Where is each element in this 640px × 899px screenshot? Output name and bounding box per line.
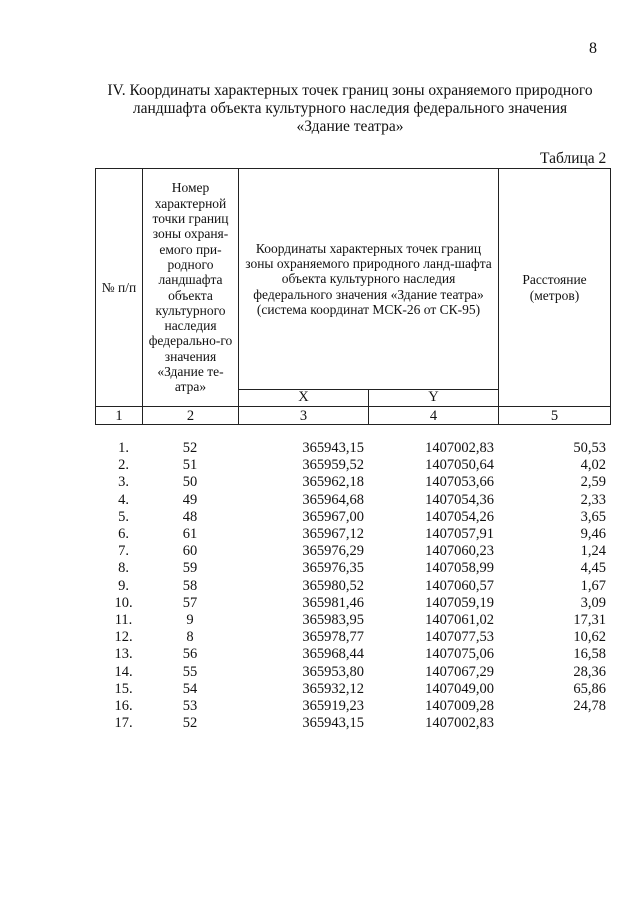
distance-cell: 17,31: [573, 612, 606, 629]
table-row: [95, 698, 610, 715]
table-row: [95, 543, 610, 560]
table-row: [95, 526, 610, 543]
table-label: Таблица 2: [540, 150, 607, 167]
distance-cell: 2,33: [580, 491, 606, 508]
header-coordinates: Координаты характерных точек границ зоны охраняемого природного ланд-шафта объекта культурного наследия федерального значения «Здание театра» (система координат МСК-26 от СК-95): [239, 169, 499, 390]
y-coordinate-cell: 1407049,00: [425, 680, 494, 697]
row-number-cell: 13.: [114, 646, 133, 663]
header-point-number: Номер характерной точки границ зоны охраня-емого при-родного ландшафта объекта культурного наследия федерально-го значения «Здание те-атра»: [143, 169, 239, 407]
y-coordinate-cell: 1407057,91: [425, 526, 494, 543]
y-coordinate-cell: 1407077,53: [425, 629, 494, 646]
distance-cell: 10,62: [573, 629, 606, 646]
row-number-cell: 1.: [118, 440, 129, 456]
table-row: [95, 578, 610, 595]
table-row: [95, 595, 610, 612]
distance-cell: 65,86: [573, 680, 606, 697]
x-coordinate-cell: 365943,15: [302, 715, 364, 732]
row-number-cell: 3.: [118, 474, 129, 491]
table-row: [95, 681, 610, 698]
row-number-cell: 6.: [118, 526, 129, 543]
point-number-cell: 51: [182, 457, 198, 474]
x-coordinate-cell: 365932,12: [302, 680, 364, 697]
row-number-cell: 11.: [114, 612, 133, 629]
distance-cell: 16,58: [573, 646, 606, 663]
y-coordinate-cell: 1407061,02: [425, 612, 494, 629]
column-number-4: 4: [369, 407, 499, 425]
y-coordinate-cell: 1407067,29: [425, 663, 494, 680]
table-row: [95, 715, 610, 732]
y-coordinate-cell: 1407060,23: [425, 543, 494, 560]
row-number-cell: 5.: [118, 508, 129, 525]
row-number-cell: 7.: [118, 543, 129, 560]
x-coordinate-cell: 365953,80: [302, 663, 364, 680]
distance-cell: 4,02: [580, 457, 606, 474]
x-coordinate-cell: 365959,52: [302, 457, 364, 474]
column-number-3: 3: [239, 407, 369, 425]
distance-cell: 9,46: [580, 526, 606, 543]
x-coordinate-cell: 365976,35: [302, 560, 364, 577]
row-number-cell: 15.: [114, 680, 133, 697]
point-number-cell: 59: [182, 560, 198, 577]
column-number-2: 2: [143, 407, 239, 425]
table-row: [95, 612, 610, 629]
table-row: [95, 457, 610, 474]
y-coordinate-cell: 1407002,83: [425, 715, 494, 732]
x-coordinate-cell: 365962,18: [302, 474, 364, 491]
distance-cell: 2,59: [580, 474, 606, 491]
coordinates-table-body: [95, 440, 610, 732]
distance-cell: 24,78: [573, 698, 606, 715]
row-number-cell: 14.: [114, 663, 133, 680]
point-number-cell: 48: [182, 508, 198, 525]
distance-cell: 1,24: [580, 543, 606, 560]
point-number-cell: 54: [182, 680, 198, 697]
distance-cell: 3,65: [580, 508, 606, 525]
point-number-cell: 52: [182, 715, 198, 732]
y-coordinate-cell: 1407058,99: [425, 560, 494, 577]
x-coordinate-cell: 365967,00: [302, 508, 364, 525]
header-y: Y: [369, 390, 499, 407]
column-number-1: 1: [96, 407, 143, 425]
row-number-cell: 9.: [118, 577, 129, 594]
table-row: [95, 664, 610, 681]
point-number-cell: 61: [182, 526, 198, 543]
table-row: [95, 474, 610, 491]
table-row: [95, 440, 610, 457]
page-number: 8: [589, 40, 597, 57]
x-coordinate-cell: 365964,68: [302, 491, 364, 508]
point-number-cell: 60: [182, 543, 198, 560]
distance-cell: 50,53: [573, 440, 606, 456]
table-row: [95, 646, 610, 663]
y-coordinate-cell: 1407009,28: [425, 698, 494, 715]
distance-cell: 28,36: [573, 663, 606, 680]
distance-cell: 4,45: [580, 560, 606, 577]
point-number-cell: 9: [186, 612, 194, 629]
point-number-cell: 8: [186, 629, 194, 646]
y-coordinate-cell: 1407075,06: [425, 646, 494, 663]
y-coordinate-cell: 1407054,36: [425, 491, 494, 508]
header-distance: Расстояние (метров): [499, 169, 611, 407]
point-number-cell: 52: [182, 440, 198, 456]
x-coordinate-cell: 365968,44: [302, 646, 364, 663]
table-row: [95, 629, 610, 646]
table-row: [95, 560, 610, 577]
point-number-cell: 49: [182, 491, 198, 508]
x-coordinate-cell: 365978,77: [302, 629, 364, 646]
title-line-3: «Здание театра»: [296, 118, 404, 135]
x-coordinate-cell: 365943,15: [302, 440, 364, 456]
point-number-cell: 55: [182, 663, 198, 680]
column-number-5: 5: [499, 407, 611, 425]
y-coordinate-cell: 1407060,57: [425, 577, 494, 594]
coordinates-table-header: [95, 168, 611, 425]
title-line-2: ландшафта объекта культурного наследия федерального значения: [132, 100, 568, 117]
x-coordinate-cell: 365980,52: [302, 577, 364, 594]
point-number-cell: 58: [182, 577, 198, 594]
table-row: [95, 492, 610, 509]
y-coordinate-cell: 1407002,83: [425, 440, 494, 456]
header-row-number: № п/п: [96, 169, 143, 407]
row-number-cell: 17.: [114, 715, 133, 732]
row-number-cell: 16.: [114, 698, 133, 715]
y-coordinate-cell: 1407059,19: [425, 594, 494, 611]
row-number-cell: 8.: [118, 560, 129, 577]
header-x: X: [239, 390, 369, 407]
x-coordinate-cell: 365967,12: [302, 526, 364, 543]
y-coordinate-cell: 1407050,64: [425, 457, 494, 474]
distance-cell: 1,67: [580, 577, 606, 594]
point-number-cell: 53: [182, 698, 198, 715]
x-coordinate-cell: 365976,29: [302, 543, 364, 560]
table-row: [95, 509, 610, 526]
x-coordinate-cell: 365983,95: [302, 612, 364, 629]
x-coordinate-cell: 365919,23: [302, 698, 364, 715]
distance-cell: [498, 715, 610, 732]
y-coordinate-cell: 1407054,26: [425, 508, 494, 525]
point-number-cell: 57: [182, 594, 198, 611]
row-number-cell: 4.: [118, 491, 129, 508]
x-coordinate-cell: 365981,46: [302, 594, 364, 611]
y-coordinate-cell: 1407053,66: [425, 474, 494, 491]
point-number-cell: 50: [182, 474, 198, 491]
distance-cell: 3,09: [580, 594, 606, 611]
row-number-cell: 10.: [114, 594, 133, 611]
point-number-cell: 56: [182, 646, 198, 663]
section-title: [90, 82, 610, 136]
row-number-cell: 2.: [118, 457, 129, 474]
title-line-1: IV. Координаты характерных точек границ зоны охраняемого природного: [107, 82, 593, 99]
row-number-cell: 12.: [114, 629, 133, 646]
